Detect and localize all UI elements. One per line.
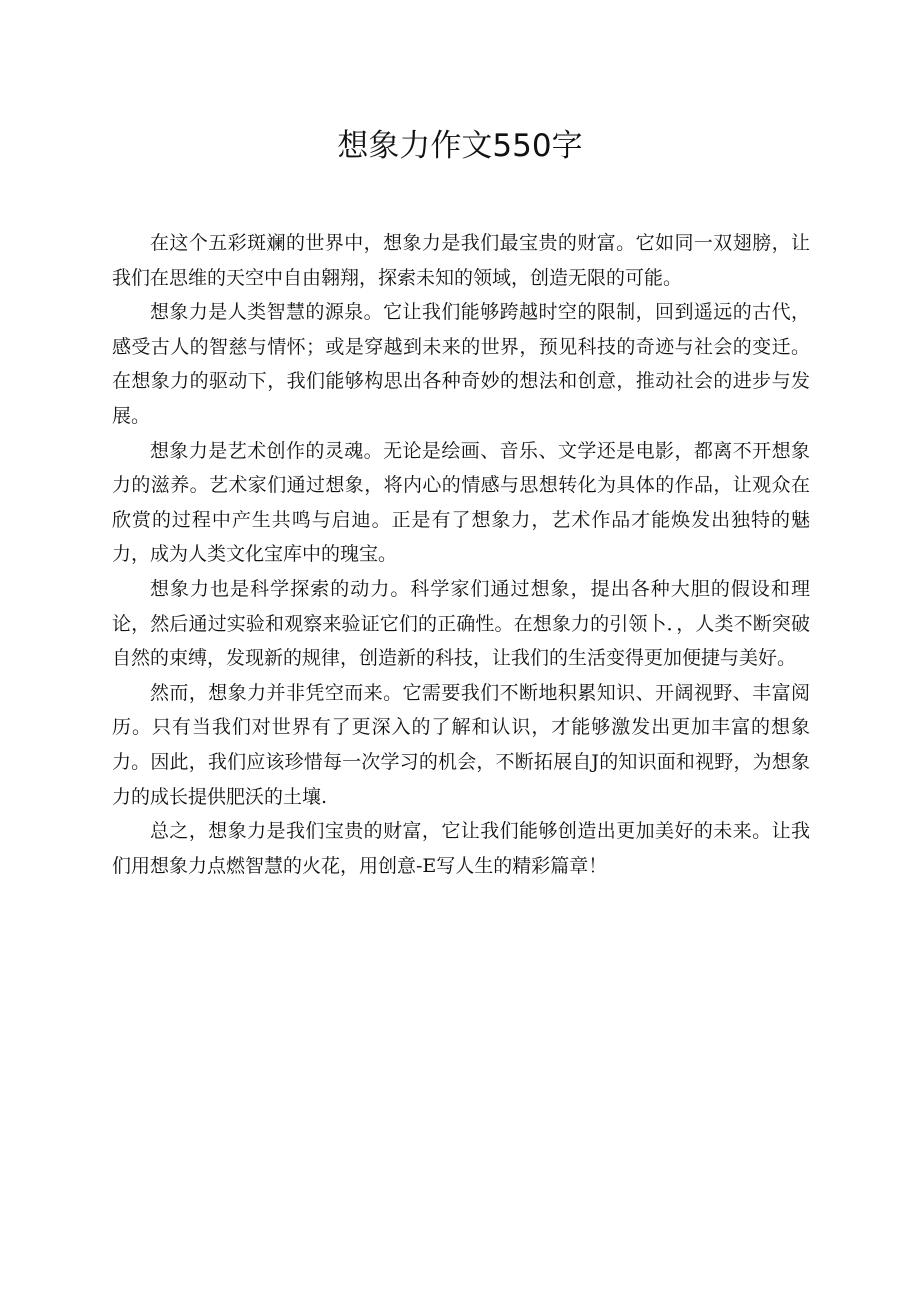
essay-body — [112, 226, 810, 883]
paragraph-3: 想象力是艺术创作的灵魂。无论是绘画、音乐、文学还是电影，都离不开想象力的滋养。艺术家们通过想象，将内心的情感与思想转化为具体的作品，让观众在欣赏的过程中产生共鸣与启迪。正是有了想象力，艺术作品才能焕发出独特的魅力，成为人类文化宝库中的瑰宝。 — [112, 439, 810, 566]
paragraph-1: 在这个五彩斑斓的世界中，想象力是我们最宝贵的财富。它如同一双翅膀，让我们在思维的天空中自由翱翔，探索未知的领域，创造无限的可能。 — [112, 232, 810, 289]
paragraph-5: 然而，想象力并非凭空而来。它需要我们不断地积累知识、开阔视野、丰富阅历。只有当我们对世界有了更深入的了解和认识，才能够激发出更加丰富的想象力。因此，我们应该珍惜每一次学习的机会，不断拓展自J的知识面和视野，为想象力的成长提供肥沃的土壤. — [112, 681, 810, 808]
paragraph-6: 总之，想象力是我们宝贵的财富，它让我们能够创造出更加美好的未来。让我们用想象力点燃智慧的火花，用创意-E写人生的精彩篇章！ — [112, 820, 810, 877]
document-title: 想象力作文550字 — [337, 128, 583, 164]
paragraph-4: 想象力也是科学探索的动力。科学家们通过想象，提出各种大胆的假设和理论，然后通过实验和观察来验证它们的正确性。在想象力的引领卜．，人类不断突破自然的束缚，发现新的规律，创造新的科技，让我们的生活变得更加便捷与美好。 — [112, 577, 810, 670]
paragraph-2: 想象力是人类智慧的源泉。它让我们能够跨越时空的限制，回到遥远的古代，感受古人的智慈与情怀；或是穿越到未来的世界，预见科技的奇迹与社会的变迁。在想象力的驱动下，我们能够构思出各种奇妙的想法和创意，推动社会的进步与发展。 — [112, 301, 810, 427]
